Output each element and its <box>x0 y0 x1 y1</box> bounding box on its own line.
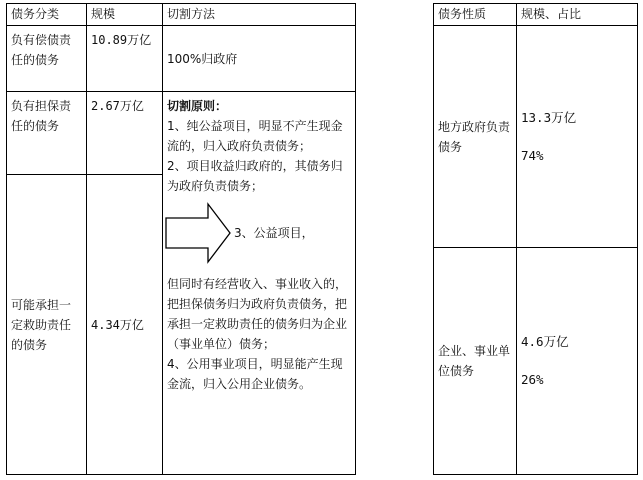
header-nature: 债务性质 <box>434 4 517 26</box>
principles-title: 切割原则： <box>167 99 228 113</box>
cutting-principles-cell <box>163 92 356 475</box>
principle-2: 2、项目收益归政府的，其债务归为政府负责债务； <box>167 159 343 193</box>
right-arrow-icon <box>164 202 232 264</box>
principle-3-head: 3、公益项目， <box>234 226 314 240</box>
principle-1: 1、纯公益项目，明显不产生现金流的，归入政府负责债务； <box>167 119 343 153</box>
header-category: 债务分类 <box>7 4 87 26</box>
row-share: 74% <box>521 147 544 163</box>
header-scale-share: 规模、占比 <box>517 4 638 26</box>
row-scale: 2.67万亿 <box>87 92 163 175</box>
table-row <box>7 26 356 92</box>
row-scale: 10.89万亿 <box>87 26 163 92</box>
debt-classification-table <box>6 3 356 475</box>
right-table-header-row <box>434 4 638 26</box>
row-method: 100%归政府 <box>163 26 356 92</box>
principle-4: 4、公用事业项目，明显能产生现金流，归入公用企业债务。 <box>167 357 343 391</box>
row-share: 26% <box>521 372 544 387</box>
row-scale-share <box>517 26 638 248</box>
row-scale-share <box>517 248 638 475</box>
table-row <box>434 248 638 475</box>
table-row <box>434 26 638 248</box>
principle-3-tail: 但同时有经营收入、事业收入的，把担保债务归为政府负责债务，把承担一定救助责任的债务归为企业（事业单位）债务； <box>167 277 348 351</box>
debt-nature-table <box>433 3 638 475</box>
row-scale: 13.3万亿 <box>521 109 577 125</box>
table-row <box>7 92 356 175</box>
principle-3-arrow-row <box>164 202 351 264</box>
row-category: 负有担保责任的债务 <box>7 92 87 175</box>
row-category: 可能承担一定救助责任的债务 <box>7 175 87 475</box>
left-table-header-row <box>7 4 356 26</box>
row-nature: 地方政府负责债务 <box>434 26 517 248</box>
header-scale: 规模 <box>87 4 163 26</box>
row-scale: 4.6万亿 <box>521 334 569 349</box>
row-nature: 企业、事业单位债务 <box>434 248 517 475</box>
header-method: 切割方法 <box>163 4 356 26</box>
row-category: 负有偿债责任的债务 <box>7 26 87 92</box>
row-scale: 4.34万亿 <box>87 175 163 475</box>
